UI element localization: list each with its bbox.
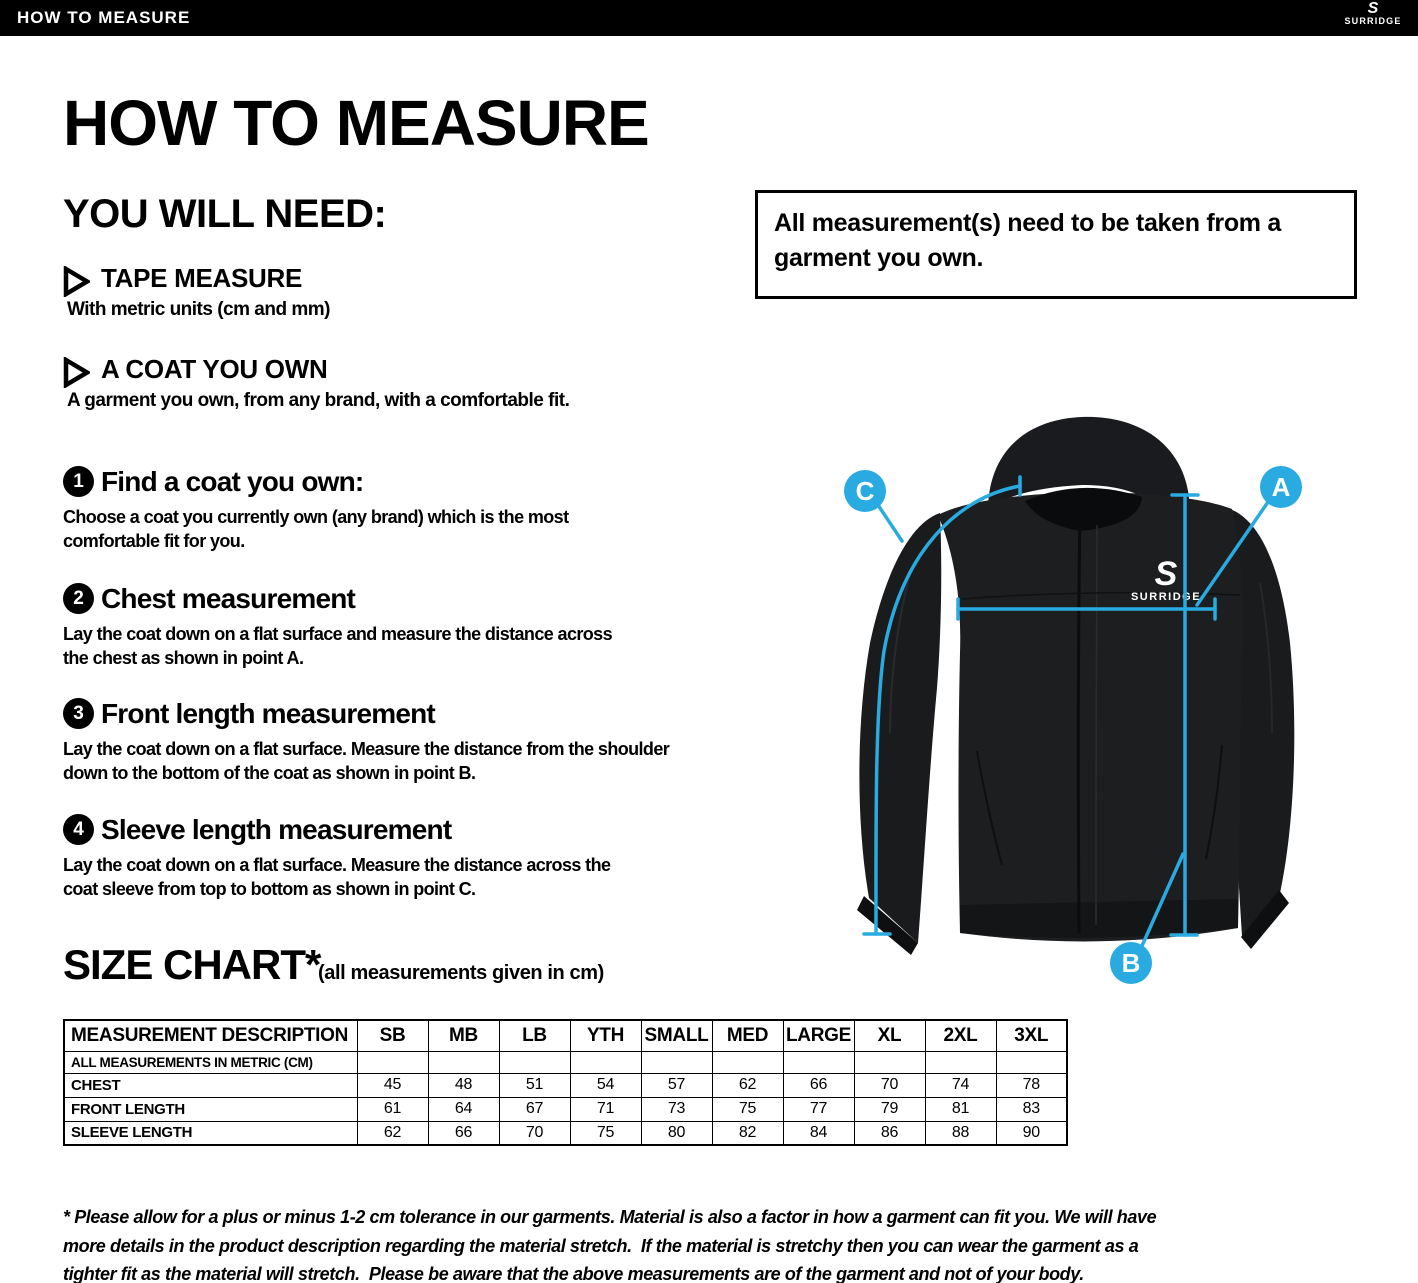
point-a-label: A (1271, 472, 1291, 502)
size-chart-row-label: FRONT LENGTH (64, 1097, 357, 1121)
footnote-line: * Please allow for a plus or minus 1-2 cm tolerance in our garments. Material is also a factor in how a garment can fit you. We will have (63, 1207, 1157, 1227)
size-chart-value-cell: 83 (996, 1097, 1067, 1121)
size-chart-value-cell: 51 (499, 1073, 570, 1097)
size-chart-value-cell: 62 (712, 1073, 783, 1097)
top-bar (0, 0, 1418, 36)
footnote (63, 1203, 1156, 1283)
need-item-tape-measure-label: TAPE MEASURE (101, 263, 303, 293)
size-chart-row (64, 1073, 1067, 1097)
size-chart-value-cell: 45 (357, 1073, 428, 1097)
size-chart-value-cell: 67 (499, 1097, 570, 1121)
size-chart-column-header: MEASUREMENT DESCRIPTION (64, 1020, 357, 1051)
garment-logo-wordmark: SURRIDGE (1130, 591, 1202, 603)
step-2-body-line: Lay the coat down on a flat surface and measure the distance across (63, 624, 612, 644)
step-3-body-line: Lay the coat down on a flat surface. Measure the distance from the shoulder (63, 739, 670, 759)
size-chart-value-cell: 66 (783, 1073, 854, 1097)
size-chart-row-label: SLEEVE LENGTH (64, 1121, 357, 1145)
size-chart-column-header: LB (499, 1020, 570, 1051)
size-chart-column-header: SMALL (641, 1020, 712, 1051)
size-chart-column-header: YTH (570, 1020, 641, 1051)
size-chart-value-cell: 80 (641, 1121, 712, 1145)
size-chart-empty-cell (570, 1051, 641, 1073)
step-2-body (63, 623, 612, 670)
step-1-number-badge: 1 (63, 466, 94, 497)
step-1-body (63, 506, 568, 553)
jacket-left-sleeve (859, 513, 941, 943)
size-chart-column-header: 3XL (996, 1020, 1067, 1051)
step-3-heading: Front length measurement (101, 698, 435, 729)
size-chart-value-cell: 74 (925, 1073, 996, 1097)
you-will-need-heading: YOU WILL NEED: (63, 192, 387, 236)
size-chart-value-cell: 90 (996, 1121, 1067, 1145)
brand-logo (1334, 1, 1412, 35)
size-chart-value-cell: 82 (712, 1121, 783, 1145)
size-chart-empty-cell (428, 1051, 499, 1073)
step-3-body (63, 738, 669, 785)
footnote-line: tighter fit as the material will stretch. Please be aware that the above measurements are of the garment and not of your body. (63, 1264, 1084, 1283)
step-2-number-badge: 2 (63, 583, 94, 614)
jacket-zip (1078, 507, 1080, 933)
size-chart-column-header: MED (712, 1020, 783, 1051)
size-chart-row (64, 1121, 1067, 1145)
step-4-body-line: Lay the coat down on a flat surface. Measure the distance across the (63, 855, 611, 875)
notice-line: garment you own. (774, 244, 984, 272)
size-chart-value-cell: 64 (428, 1097, 499, 1121)
step-1-body-line: Choose a coat you currently own (any brand) which is the most (63, 507, 569, 527)
size-chart-value-cell: 75 (712, 1097, 783, 1121)
size-chart-value-cell: 86 (854, 1121, 925, 1145)
size-chart-note-row (64, 1051, 1067, 1073)
size-chart-value-cell: 62 (357, 1121, 428, 1145)
size-chart-empty-cell (641, 1051, 712, 1073)
need-item-coat-label: A COAT YOU OWN (101, 354, 328, 384)
page-title: HOW TO MEASURE (63, 87, 649, 159)
size-chart-value-cell: 84 (783, 1121, 854, 1145)
surridge-s-icon: S (1367, 0, 1379, 17)
jacket-hem (960, 899, 1238, 938)
size-chart-value-cell: 81 (925, 1097, 996, 1121)
step-4-heading: Sleeve length measurement (101, 814, 452, 845)
size-chart-row-label: CHEST (64, 1073, 357, 1097)
size-chart-value-cell: 88 (925, 1121, 996, 1145)
size-chart-column-header: MB (428, 1020, 499, 1051)
triangle-bullet-icon (63, 266, 90, 297)
size-chart-title: SIZE CHART* (63, 941, 321, 988)
point-c-label: C (855, 476, 875, 506)
step-3-body-line: down to the bottom of the coat as shown in point B. (63, 762, 476, 783)
size-chart-column-header: XL (854, 1020, 925, 1051)
size-chart-subtitle: (all measurements given in cm) (318, 962, 604, 984)
size-chart-empty-cell (854, 1051, 925, 1073)
step-3-number-badge: 3 (63, 698, 94, 729)
step-4-body-line: coat sleeve from top to bottom as shown in point C. (63, 878, 476, 899)
size-chart-column-header: 2XL (925, 1020, 996, 1051)
size-chart-value-cell: 71 (570, 1097, 641, 1121)
triangle-bullet-icon (63, 357, 90, 388)
size-chart-table (63, 1019, 1068, 1146)
garment-logo-s-icon: S (1154, 555, 1178, 593)
size-chart-empty-cell (357, 1051, 428, 1073)
size-chart-note-cell: ALL MEASUREMENTS IN METRIC (CM) (64, 1051, 357, 1073)
step-4-number-badge: 4 (63, 814, 94, 845)
size-chart-column-header: LARGE (783, 1020, 854, 1051)
size-chart-empty-cell (712, 1051, 783, 1073)
notice-box (755, 190, 1357, 299)
size-chart-value-cell: 75 (570, 1121, 641, 1145)
size-chart-value-cell: 79 (854, 1097, 925, 1121)
point-c-connector (878, 505, 902, 541)
brand-wordmark: SURRIDGE (1344, 16, 1402, 26)
need-item-coat-description: A garment you own, from any brand, with a comfortable fit. (67, 390, 570, 411)
size-chart-value-cell: 61 (357, 1097, 428, 1121)
size-chart-empty-cell (499, 1051, 570, 1073)
size-chart-header-row (64, 1020, 1067, 1051)
size-chart-body (64, 1051, 1067, 1145)
size-chart-value-cell: 77 (783, 1097, 854, 1121)
size-chart-value-cell: 70 (499, 1121, 570, 1145)
size-chart-value-cell: 57 (641, 1073, 712, 1097)
size-chart-row (64, 1097, 1067, 1121)
top-bar-title: HOW TO MEASURE (17, 8, 191, 27)
size-chart-value-cell: 78 (996, 1073, 1067, 1097)
step-1-body-line: comfortable fit for you. (63, 530, 245, 551)
size-chart-empty-cell (925, 1051, 996, 1073)
notice-line: All measurement(s) need to be taken from a (774, 209, 1281, 237)
footnote-line: more details in the product description regarding the material stretch. If the material is stretchy then you can wear the garment as a (63, 1235, 1139, 1256)
point-b-label: B (1121, 948, 1141, 978)
need-item-tape-measure-description: With metric units (cm and mm) (67, 299, 330, 320)
step-4-body (63, 854, 610, 901)
jacket-measurement-diagram (790, 393, 1418, 1018)
step-2-body-line: the chest as shown in point A. (63, 647, 304, 668)
size-chart-value-cell: 48 (428, 1073, 499, 1097)
size-chart-column-header: SB (357, 1020, 428, 1051)
size-chart-value-cell: 66 (428, 1121, 499, 1145)
step-2-heading: Chest measurement (101, 583, 356, 614)
size-chart-empty-cell (783, 1051, 854, 1073)
size-chart-empty-cell (996, 1051, 1067, 1073)
size-chart-value-cell: 73 (641, 1097, 712, 1121)
size-chart-value-cell: 54 (570, 1073, 641, 1097)
size-chart-value-cell: 70 (854, 1073, 925, 1097)
jacket-body (938, 492, 1243, 941)
step-1-heading: Find a coat you own: (101, 466, 364, 497)
